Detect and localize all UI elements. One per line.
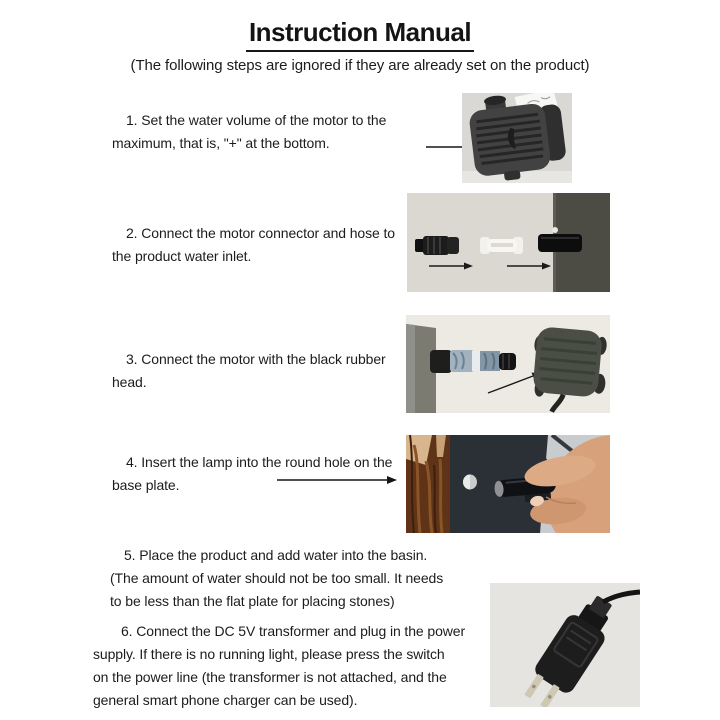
step-3-text xyxy=(112,348,452,394)
step-3-line-1: 3. Connect the motor with the black rubber xyxy=(126,351,386,367)
page-title: Instruction Manual xyxy=(246,17,474,52)
step-1-photo xyxy=(462,93,572,183)
step-4-photo xyxy=(406,435,610,533)
step-6-line-4: general smart phone charger can be used). xyxy=(93,692,358,708)
step-5-line-1: 5. Place the product and add water into the basin. xyxy=(124,547,428,563)
round-hole-illustration xyxy=(463,475,477,490)
step-4-line-1: 4. Insert the lamp into the round hole on the xyxy=(126,454,393,470)
step-6-line-3: on the power line (the transformer is not attached, and the xyxy=(93,669,447,685)
step-5-line-3: to be less than the flat plate for placing stones) xyxy=(110,593,395,609)
hose-illustration xyxy=(480,237,523,254)
step-2-line-2: the product water inlet. xyxy=(112,248,252,264)
wood-base-illustration xyxy=(406,435,450,533)
water-inlet-illustration xyxy=(538,234,582,252)
step-6-text xyxy=(93,620,483,712)
step-4-text xyxy=(112,451,452,497)
page-subtitle: (The following steps are ignored if they are already set on the product) xyxy=(130,57,590,74)
step-6-photo xyxy=(490,583,640,707)
step-3-photo xyxy=(406,315,610,413)
step-2-text xyxy=(112,222,452,268)
step-2-photo xyxy=(407,193,610,292)
step-1-text xyxy=(112,109,452,155)
page-title-row xyxy=(0,12,720,52)
step-6-line-2: supply. If there is no running light, please press the switch xyxy=(93,646,445,662)
step-5-text xyxy=(110,544,470,613)
arrow-right-icon xyxy=(277,475,397,485)
step-2-line-1: 2. Connect the motor connector and hose to xyxy=(126,225,395,241)
step-1-line-1: 1. Set the water volume of the motor to the xyxy=(126,112,387,128)
step-5-line-2: (The amount of water should not be too small. It needs xyxy=(110,570,444,586)
step-1-line-2: maximum, that is, "+" at the bottom. xyxy=(112,135,330,151)
step-4-line-2: base plate. xyxy=(112,477,180,493)
rubber-head-connector-illustration xyxy=(430,350,516,373)
step-6-line-1: 6. Connect the DC 5V transformer and plug in the power xyxy=(121,623,466,639)
step-3-line-2: head. xyxy=(112,374,147,390)
